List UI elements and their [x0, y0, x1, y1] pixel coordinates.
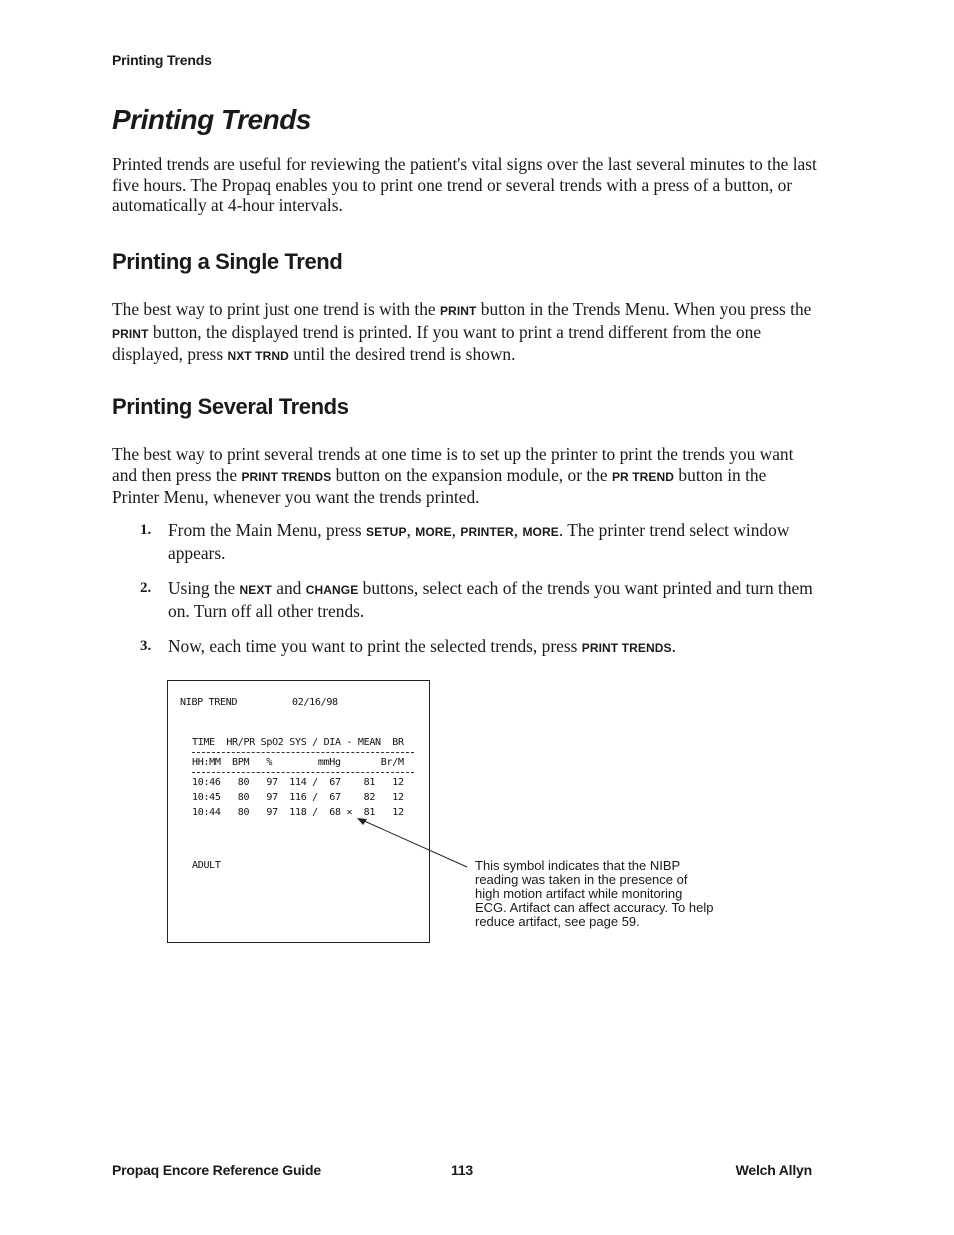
section-heading-single-trend: Printing a Single Trend — [112, 249, 343, 274]
screen-mode-label: ADULT — [192, 860, 221, 871]
more-key-label: MORE — [522, 525, 559, 539]
screen-date: 02/16/98 — [292, 697, 338, 708]
printer-key-label: PRINTER — [460, 525, 514, 539]
running-head: Printing Trends — [112, 52, 212, 68]
footer-company: Welch Allyn — [735, 1162, 812, 1178]
artifact-callout: This symbol indicates that the NIBP reading was taken in the presence of high motion artifact while monitoring ECG. Artifact can affect accuracy. To help reduce artifact, see page 59. — [475, 858, 714, 929]
intro-paragraph: Printed trends are useful for reviewing the patient's vital signs over the last several minutes to the last five hours. The Propaq enables you to print one trend or several trends with a press of a button, or automatically at 4-hour intervals. — [112, 154, 817, 215]
table-row: 10:45 80 97 116 / 67 82 12 — [192, 792, 404, 803]
screen-units-row: HH:MM BPM % mmHg Br/M — [192, 757, 404, 768]
more-key-label: MORE — [415, 525, 452, 539]
single-trend-paragraph: The best way to print just one trend is with the PRINT button in the Trends Menu. When you press the PRINT button, the displayed trend is printed. If you want to print a trend different from the one displayed, press NXT TRND until the desired trend is shown. — [112, 299, 812, 364]
table-row: 10:44 80 97 118 / 68 ✕ 81 12 — [192, 807, 404, 818]
step-number: 1. — [140, 522, 152, 538]
screen-title: NIBP TREND — [180, 697, 238, 708]
footer-guide-title: Propaq Encore Reference Guide — [112, 1162, 321, 1178]
nxt-trnd-key-label: NXT TRND — [227, 349, 289, 363]
section-heading-several-trends: Printing Several Trends — [112, 394, 349, 419]
table-row: 10:46 80 97 114 / 67 81 12 — [192, 777, 404, 788]
step-item: 2. Using the NEXT and CHANGE buttons, select each of the trends you want printed and turn them on. Turn off all other trends. — [140, 578, 813, 621]
several-trends-paragraph: The best way to print several trends at one time is to set up the printer to print the trends you want and then press the PRINT TRENDS button on the expansion module, or the PR TREND button in the Printer Menu, whenever you want the trends printed. — [112, 444, 794, 507]
print-trends-key-label: PRINT TRENDS — [241, 469, 332, 484]
step-number: 3. — [140, 638, 152, 654]
pr-trend-key-label: PR TREND — [611, 469, 675, 484]
page-title: Printing Trends — [112, 104, 311, 135]
screen-column-header: TIME HR/PR SpO2 SYS / DIA - MEAN BR — [192, 737, 404, 748]
step-number: 2. — [140, 580, 152, 596]
print-trends-key-label: PRINT TRENDS — [581, 641, 672, 655]
step-item: 1. From the Main Menu, press SETUP, MORE, PRINTER, MORE. The printer trend select window appears. — [140, 520, 790, 563]
step-item: 3. Now, each time you want to print the selected trends, press PRINT TRENDS. — [140, 636, 676, 656]
setup-key-label: SETUP — [366, 525, 407, 539]
print-key-label: PRINT — [112, 326, 149, 341]
next-key-label: NEXT — [239, 583, 272, 597]
print-key-label: PRINT — [439, 304, 477, 318]
change-key-label: CHANGE — [305, 583, 359, 597]
page-number: 113 — [451, 1162, 473, 1178]
